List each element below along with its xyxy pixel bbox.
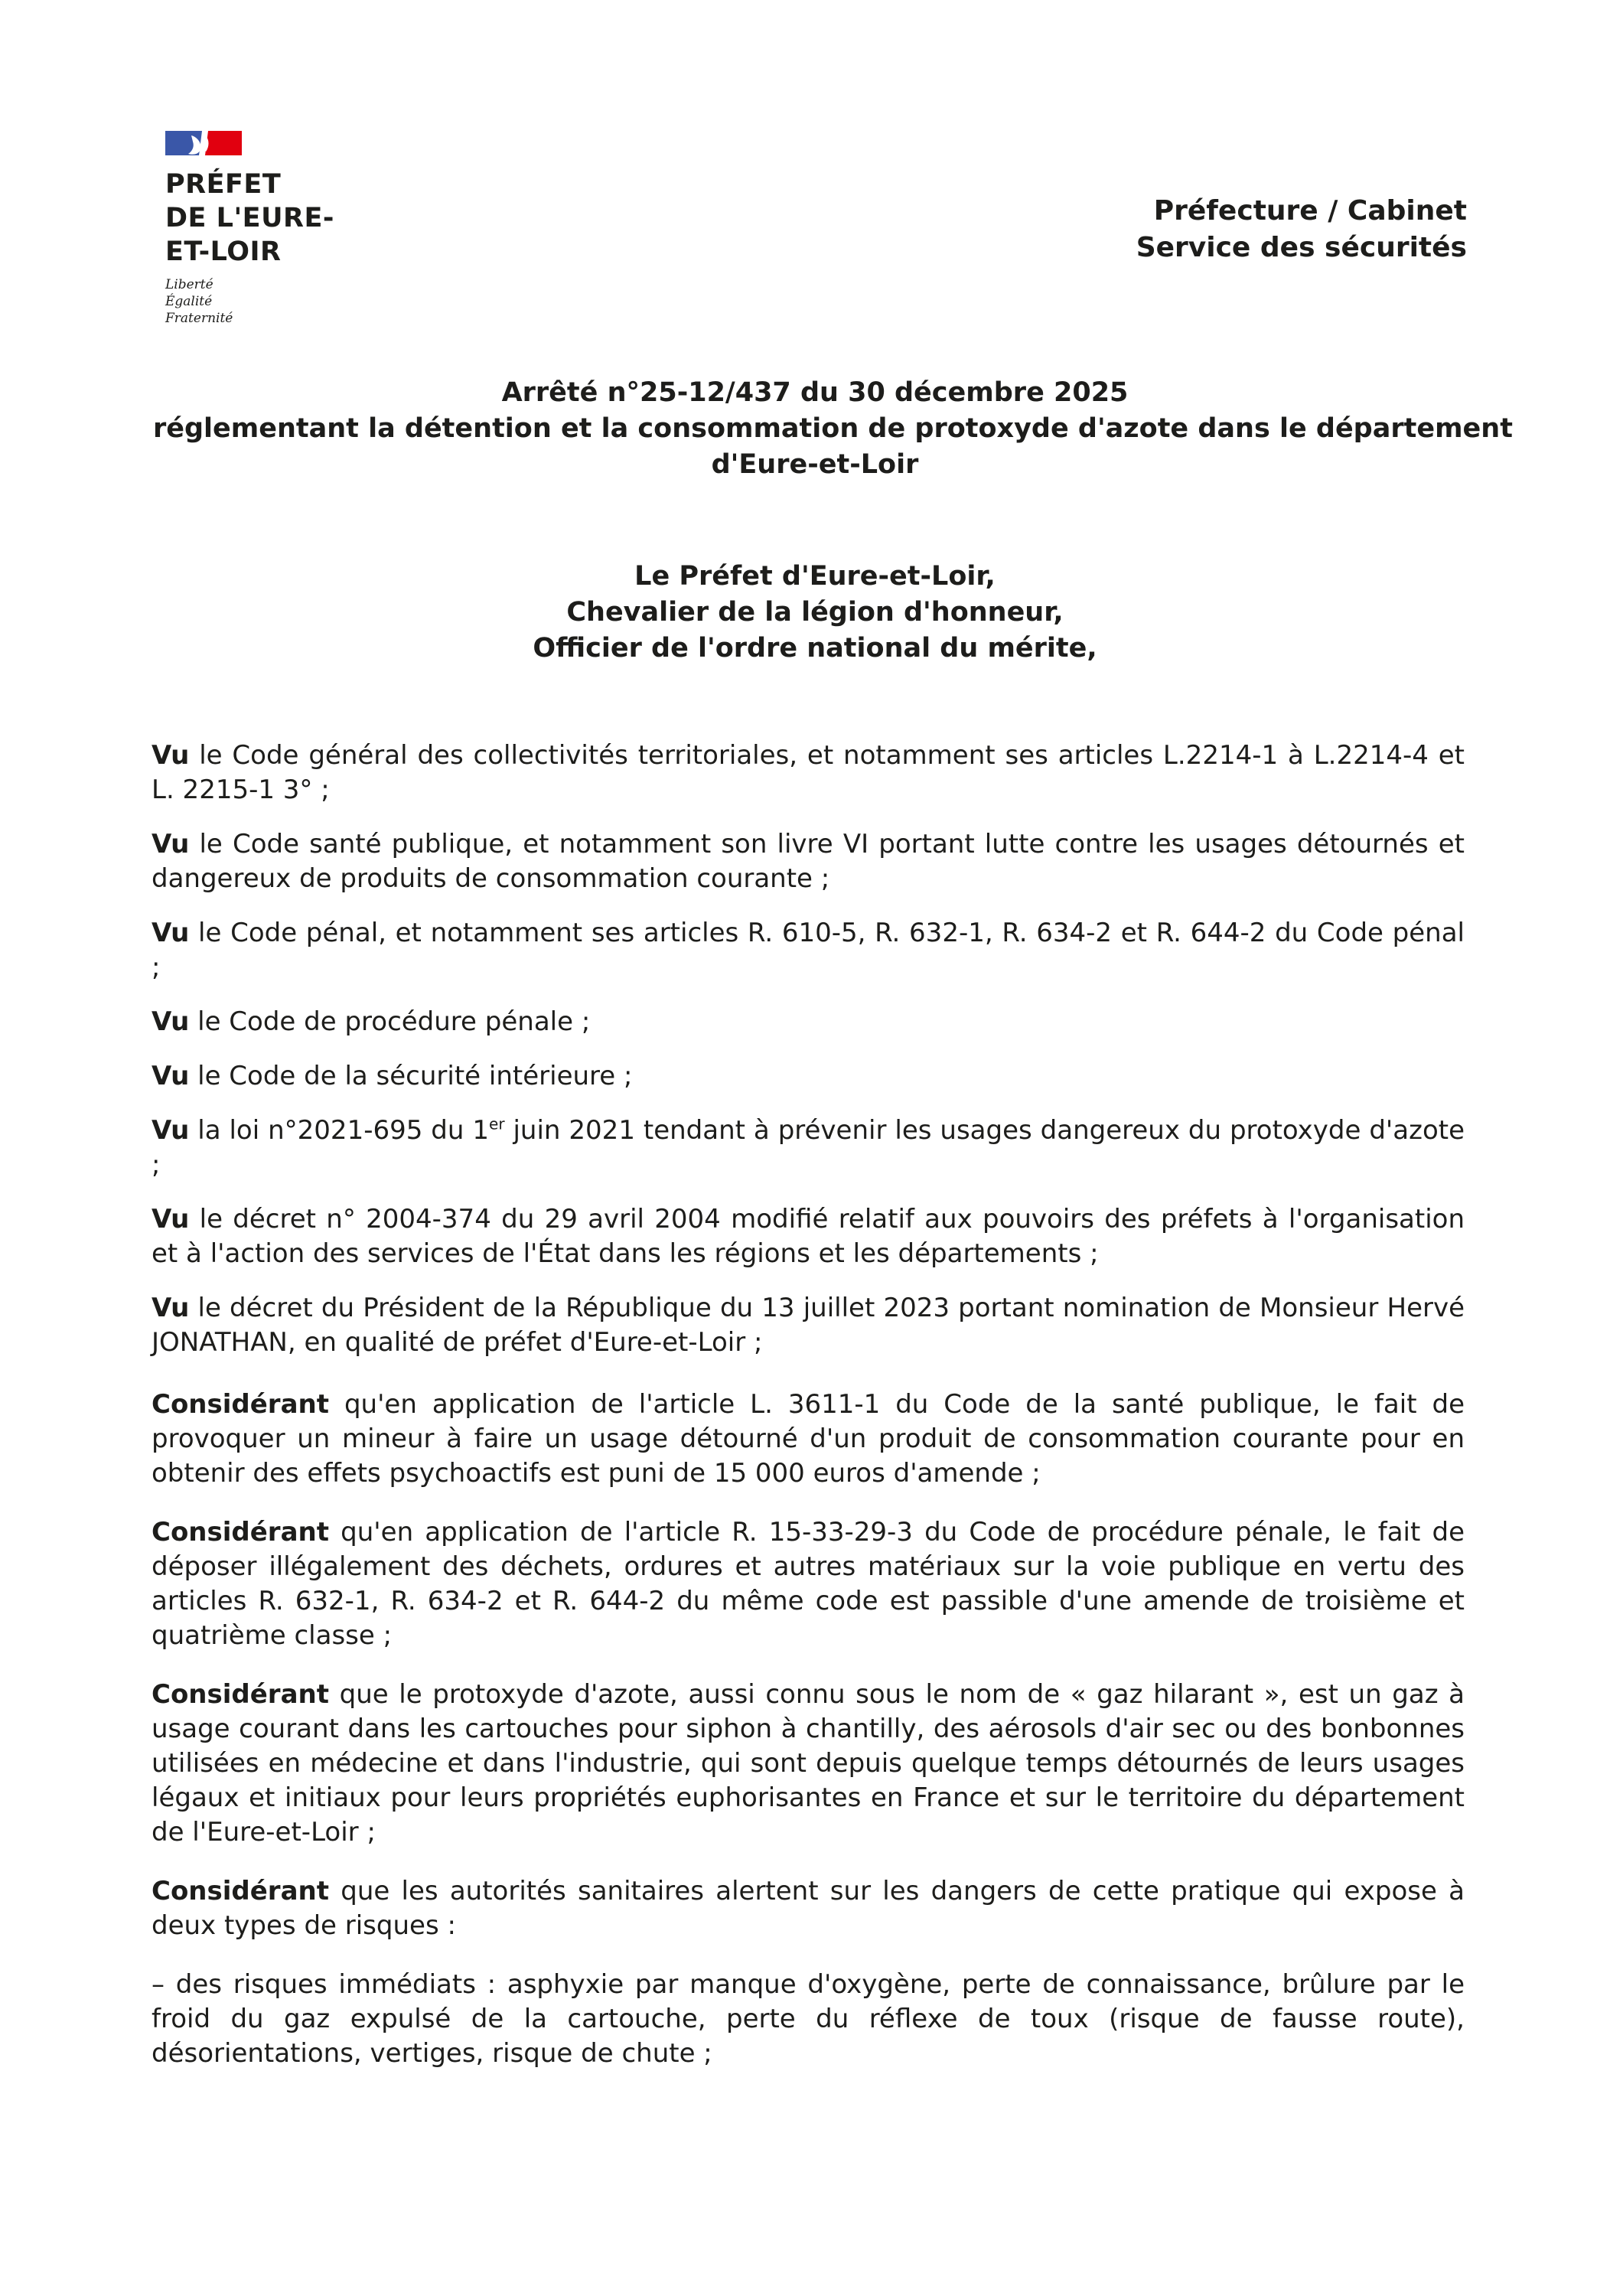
prefecture-logo bbox=[165, 126, 395, 327]
title-line: Arrêté n°25-12/437 du 30 décembre 2025 bbox=[501, 377, 1129, 408]
vu-label: Vu bbox=[152, 918, 190, 948]
vu-label: Vu bbox=[152, 829, 190, 859]
prefet-line: PRÉFET bbox=[165, 169, 282, 200]
vu-paragraph bbox=[152, 1114, 1465, 1182]
vu-text: le Code pénal, et notamment ses articles R. 610-5, R. 632-1, R. 634-2 et R. 644-2 du Code pénal ; bbox=[152, 918, 1465, 983]
vu-paragraph bbox=[152, 827, 1465, 896]
vu-label: Vu bbox=[152, 1006, 190, 1037]
vu-label: Vu bbox=[152, 1293, 190, 1323]
considerant-paragraph bbox=[152, 1388, 1465, 1491]
considerant-text: que les autorités sanitaires alertent sur les dangers de cette pratique qui expose à deux types de risques : bbox=[152, 1876, 1465, 1941]
vu-text: le décret n° 2004-374 du 29 avril 2004 modifié relatif aux pouvoirs des préfets à l'organisation et à l'action des services de l'État dans les régions et les départements ; bbox=[152, 1204, 1465, 1269]
service-line: Service des sécurités bbox=[1136, 232, 1467, 263]
vu-text: le Code de procédure pénale ; bbox=[197, 1006, 591, 1037]
superscript: er bbox=[489, 1114, 505, 1133]
vu-paragraph bbox=[152, 1291, 1465, 1360]
arrete-title bbox=[153, 375, 1513, 483]
vu-paragraph bbox=[152, 1005, 1465, 1039]
vu-paragraph bbox=[152, 916, 1465, 985]
vu-paragraph bbox=[152, 739, 1465, 807]
vu-text: la loi n°2021-695 du 1 bbox=[197, 1115, 490, 1146]
prefect-titles bbox=[153, 559, 1477, 667]
vu-text: le Code de la sécurité intérieure ; bbox=[197, 1061, 633, 1091]
considerant-label: Considérant bbox=[152, 1876, 329, 1906]
vu-text: le Code général des collectivités territoriales, et notamment ses articles L.2214-1 à L.2214-4 et L. 2215-1 3° ; bbox=[152, 740, 1465, 805]
considerant-label: Considérant bbox=[152, 1679, 329, 1710]
considerant-paragraph bbox=[152, 1874, 1465, 1943]
vu-label: Vu bbox=[152, 740, 190, 771]
prefet-line: ET-LOIR bbox=[165, 236, 282, 267]
considerant-paragraph bbox=[152, 1515, 1465, 1653]
republic-motto bbox=[165, 276, 395, 327]
risk-list-item: – des risques immédiats : asphyxie par manque d'oxygène, perte de connaissance, brûlure par le froid du gaz expulsé de la cartouche, perte du réflexe de toux (risque de fausse route), désorientations, vertiges, risque de chute ; bbox=[152, 1969, 1465, 2069]
vu-text: le Code santé publique, et notamment son livre VI portant lutte contre les usages détournés et dangereux de produits de consommation courante ; bbox=[152, 829, 1465, 894]
motto-line: Égalité bbox=[165, 294, 213, 309]
service-line: Préfecture / Cabinet bbox=[1153, 195, 1467, 227]
prefect-line: Chevalier de la légion d'honneur, bbox=[566, 597, 1064, 628]
prefect-line: Le Préfet d'Eure-et-Loir, bbox=[634, 561, 996, 592]
vu-label: Vu bbox=[152, 1204, 190, 1234]
considerant-text: qu'en application de l'article R. 15-33-29-3 du Code de procédure pénale, le fait de déposer illégalement des déchets, ordures et autres matériaux sur la voie publique en vertu des articles R. 632-1, R. 634-2 et R. 644-2 du même code est passible d'une amende de troisième et quatrième classe ; bbox=[152, 1517, 1465, 1651]
prefect-line: Officier de l'ordre national du mérite, bbox=[533, 633, 1097, 664]
vu-text: juin 2021 tendant à prévenir les usages dangereux du protoxyde d'azote ; bbox=[152, 1115, 1465, 1180]
motto-line: Fraternité bbox=[165, 311, 233, 326]
document-body bbox=[152, 739, 1465, 2071]
considerant-text: qu'en application de l'article L. 3611-1 du Code de la santé publique, le fait de provoquer un mineur à faire un usage détourné d'un produit de consommation courante pour en obtenir des effets psychoactifs est puni de 15 000 euros d'amende ; bbox=[152, 1389, 1465, 1489]
motto-line: Liberté bbox=[165, 277, 213, 292]
vu-label: Vu bbox=[152, 1115, 190, 1146]
title-line: d'Eure-et-Loir bbox=[711, 449, 919, 480]
considerant-text: que le protoxyde d'azote, aussi connu sous le nom de « gaz hilarant », est un gaz à usage courant dans les cartouches pour siphon à chantilly, des aérosols d'air sec ou des bonbonnes utilisées en médecine et dans l'industrie, qui sont depuis quelque temps détournés de leurs usages légaux et initiaux pour leurs propriétés euphorisantes en France et sur le territoire du département de l'Eure-et-Loir ; bbox=[152, 1679, 1465, 1848]
considerant-label: Considérant bbox=[152, 1389, 329, 1420]
prefet-name bbox=[165, 168, 395, 269]
considerant-label: Considérant bbox=[152, 1517, 329, 1548]
vu-label: Vu bbox=[152, 1061, 190, 1091]
title-line: réglementant la détention et la consommation de protoxyde d'azote dans le département bbox=[153, 413, 1513, 444]
flag-graphic bbox=[165, 126, 243, 157]
considerant-paragraph bbox=[152, 1678, 1465, 1850]
prefet-line: DE L'EURE- bbox=[165, 203, 334, 233]
vu-text: le décret du Président de la République du 13 juillet 2023 portant nomination de Monsieur Hervé JONATHAN, en qualité de préfet d'Eure-et-Loir ; bbox=[152, 1293, 1465, 1358]
vu-paragraph bbox=[152, 1059, 1465, 1094]
vu-paragraph bbox=[152, 1202, 1465, 1271]
marianne-flag-icon bbox=[165, 126, 395, 157]
service-header bbox=[1136, 193, 1467, 266]
